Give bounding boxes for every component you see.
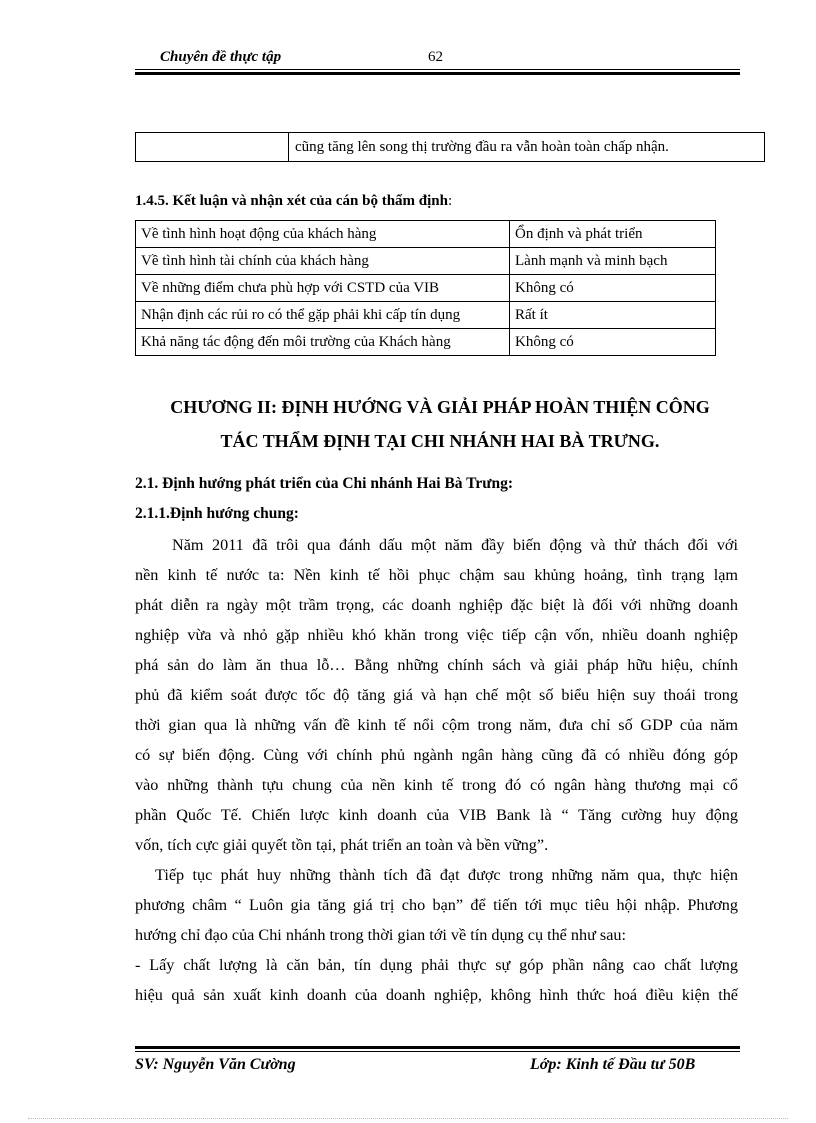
- table-cell-empty: [136, 133, 289, 162]
- criterion-cell: Khả năng tác động đến môi trường của Khách hàng: [136, 329, 510, 356]
- footer-class: Lớp: Kinh tế Đầu tư 50B: [530, 1056, 696, 1073]
- chapter-title-line1: CHƯƠNG II: ĐỊNH HƯỚNG VÀ GIẢI PHÁP HOÀN THIỆN CÔNG: [170, 397, 710, 417]
- paragraph-line: Tiếp tục phát huy những thành tích đã đạt được trong những năm qua, thực hiện: [155, 866, 738, 884]
- table-row: [136, 221, 716, 248]
- paragraph-line: hiệu quả sản xuất kinh doanh của doanh nghiệp, không hình thức hoá điều kiện thế: [135, 986, 738, 1004]
- paragraph-line: Năm 2011 đã trôi qua đánh dấu một năm đầy biến động và thử thách đối với: [172, 536, 738, 554]
- paragraph-line: phát diễn ra ngày một trầm trọng, các doanh nghiệp đặc biệt là đối với những doanh: [135, 596, 738, 614]
- header-rule-thick: [135, 72, 740, 75]
- criterion-cell: Nhận định các rủi ro có thể gặp phải khi cấp tín dụng: [136, 302, 510, 329]
- paragraph-line: phủ đã kiểm soát được tốc độ tăng giá và hạn chế một số biểu hiện suy thoái trong: [135, 686, 738, 704]
- header-rule-thin: [135, 69, 740, 70]
- page-number: 62: [428, 49, 443, 65]
- chapter-title: [110, 390, 770, 458]
- paragraph-line: vào những thành tựu chung của nền kinh tế trong đó có ngân hàng thương mại cổ: [135, 776, 738, 794]
- footer-rule-thin: [135, 1051, 740, 1052]
- paragraph-line: có sự biến động. Cùng với chính phủ ngành ngân hàng cũng đã có nhiều đóng góp: [135, 746, 738, 764]
- conclusion-table: [135, 220, 716, 356]
- table-row: [136, 329, 716, 356]
- assessment-cell: Lành mạnh và minh bạch: [510, 248, 716, 275]
- criterion-cell: Về những điểm chưa phù hợp với CSTD của VIB: [136, 275, 510, 302]
- paragraph-line: - Lấy chất lượng là căn bản, tín dụng phải thực sự góp phần nâng cao chất lượng: [135, 956, 738, 974]
- carryover-table: [135, 132, 765, 162]
- paragraph-line: phương châm “ Luôn gia tăng giá trị cho bạn” để tiến tới mục tiêu hội nhập. Phương: [135, 896, 738, 914]
- header-title: Chuyên đề thực tập: [160, 49, 282, 65]
- table-row: [136, 133, 765, 162]
- paragraph-line: phần Quốc Tế. Chiến lược kinh doanh của VIB Bank là “ Tăng cường huy động: [135, 806, 738, 824]
- criterion-cell: Về tình hình hoạt động của khách hàng: [136, 221, 510, 248]
- paragraph-line: hướng chỉ đạo của Chi nhánh trong thời gian tới về tín dụng cụ thể như sau:: [135, 926, 626, 944]
- criterion-cell: Về tình hình tài chính của khách hàng: [136, 248, 510, 275]
- table-row: [136, 248, 716, 275]
- table-row: [136, 302, 716, 329]
- section-heading-1-4-5: [135, 193, 452, 210]
- assessment-cell: Không có: [510, 275, 716, 302]
- section-heading-text: 1.4.5. Kết luận và nhận xét của cán bộ thẩm định: [135, 193, 448, 209]
- paragraph-line: thời gian qua là những vấn đề kinh tế nổi cộm trong năm, đưa chỉ số GDP của năm: [135, 716, 738, 734]
- page-bottom-dotted-line: [28, 1118, 788, 1119]
- assessment-cell: Rất ít: [510, 302, 716, 329]
- section-heading-2-1-1: 2.1.1.Định hướng chung:: [135, 505, 299, 522]
- paragraph-line: nền kinh tế nước ta: Nền kinh tế hồi phục chậm sau khủng hoảng, tình trạng lạm: [135, 566, 738, 584]
- paragraph-line: phá sản do làm ăn thua lỗ… Bằng những chính sách và giải pháp hữu hiệu, chính: [135, 656, 738, 674]
- footer-rule-thick: [135, 1046, 740, 1049]
- assessment-cell: Ổn định và phát triển: [510, 221, 716, 248]
- assessment-cell: Không có: [510, 329, 716, 356]
- section-heading-colon: :: [447, 193, 453, 209]
- paragraph-line: nghiệp vừa và nhỏ gặp nhiều khó khăn trong việc tiếp cận vốn, nhiều doanh nghiệp: [135, 626, 738, 644]
- table-cell: cũng tăng lên song thị trường đầu ra vẫn hoàn toàn chấp nhận.: [289, 133, 765, 162]
- section-heading-2-1: 2.1. Định hướng phát triển của Chi nhánh Hai Bà Trưng:: [135, 475, 514, 492]
- table-row: [136, 275, 716, 302]
- chapter-title-line2: TÁC THẨM ĐỊNH TẠI CHI NHÁNH HAI BÀ TRƯNG.: [220, 431, 660, 451]
- paragraph-line: vốn, tích cực giải quyết tồn tại, phát triển an toàn và bền vững”.: [135, 836, 549, 854]
- footer-student: SV: Nguyễn Văn Cường: [135, 1056, 296, 1073]
